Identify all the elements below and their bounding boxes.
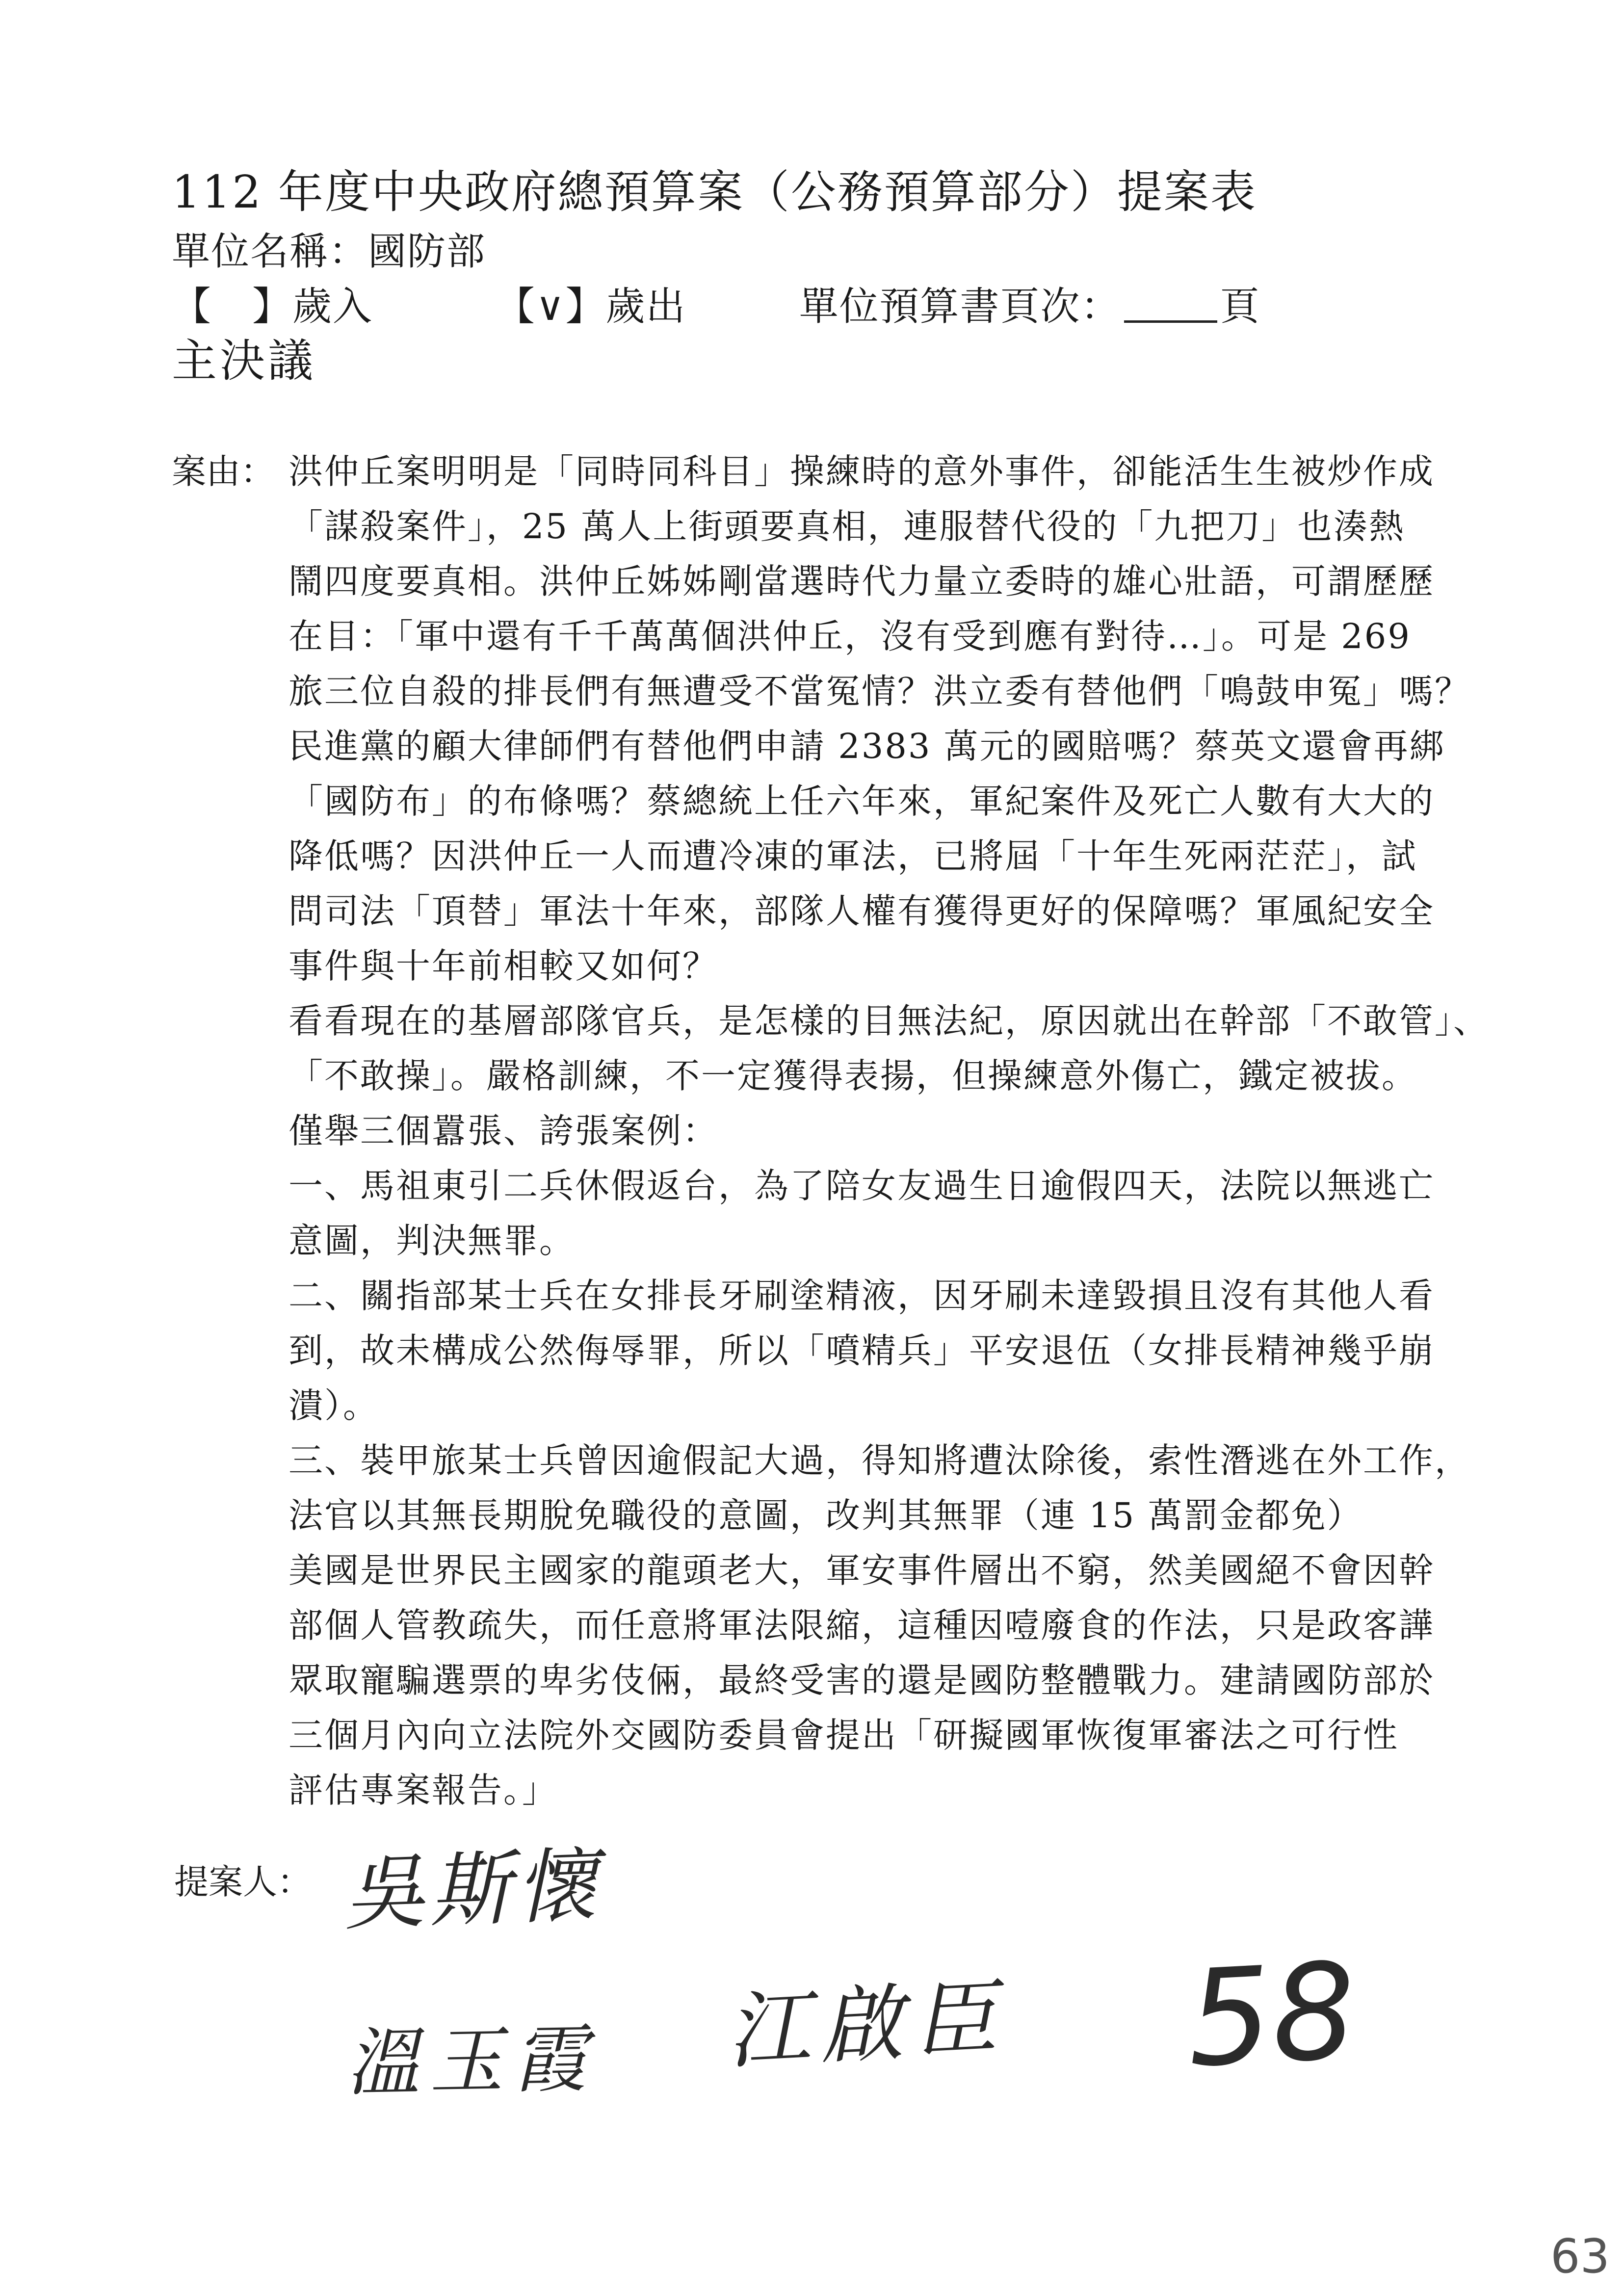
unit-name: 國防部 [368,230,486,274]
expense-checkbox: 【∨】歲出 [496,284,686,329]
case-label: 案由： [172,451,275,492]
case-line: 「謀殺案件」，25 萬人上街頭要真相，連服替代役的「九把刀」也湊熱 [288,506,1405,547]
form-title: 112 年度中央政府總預算案（公務預算部分）提案表 [172,166,1257,218]
case-line: 潰）。 [288,1385,379,1426]
case-line: 旅三位自殺的排長們有無遭受不當冤情？洪立委有替他們「鳴鼓申冤」嗎？ [288,671,1470,711]
case-line: 僅舉三個囂張、誇張案例： [288,1111,718,1151]
unit-label: 單位名稱： [172,230,368,274]
case-line: 洪仲丘案明明是「同時同科目」操練時的意外事件，卻能活生生被炒作成 [288,451,1435,492]
case-line: 到，故未構成公然侮辱罪，所以「噴精兵」平安退伍（女排長精神幾乎崩 [288,1331,1435,1371]
case-line: 三個月內向立法院外交國防委員會提出「研擬國軍恢復軍審法之可行性 [288,1715,1399,1755]
case-line: 「國防布」的布條嗎？蔡總統上任六年來，軍紀案件及死亡人數有大大的 [288,781,1435,821]
budget-type-line [172,275,1260,331]
case-line: 在目：「軍中還有千千萬萬個洪仲丘，沒有受到應有對待…」。可是 269 [288,616,1411,656]
case-line: 民進黨的顧大律師們有替他們申請 2383 萬元的國賠嗎？蔡英文還會再綁 [288,726,1445,766]
resolution-type: 主決議 [172,335,316,387]
case-line: 三、裝甲旅某士兵曾因逾假記大過，得知將遭汰除後，索性潛逃在外工作， [288,1440,1470,1481]
case-line: 意圖，判決無罪。 [288,1221,575,1261]
proposer-count: 58 [1183,1933,1360,2097]
case-line: 部個人管教疏失，而任意將軍法限縮，這種因噎廢食的作法，只是政客譁 [288,1605,1435,1645]
case-line: 問司法「頂替」軍法十年來，部隊人權有獲得更好的保障嗎？軍風紀安全 [288,891,1435,931]
page-blank-line [1124,286,1217,323]
page-label: 單位預算書頁次： [799,284,1121,329]
revenue-checkbox: 【 】歲入 [172,284,373,329]
signature: 吳斯懷 [342,1838,603,1942]
proposer-label: 提案人： [174,1862,312,1902]
case-line: 看看現在的基層部隊官兵，是怎樣的目無法紀，原因就出在幹部「不敢管」、 [288,1001,1489,1041]
page-number: 63 [1550,2230,1610,2284]
case-line: 降低嗎？因洪仲丘一人而遭冷凍的軍法，已將屆「十年生死兩茫茫」，試 [288,836,1417,876]
case-line: 事件與十年前相較又如何？ [288,946,718,986]
case-line: 法官以其無長期脫免職役的意圖，改判其無罪（連 15 萬罰金都免） [288,1495,1363,1536]
case-line: 美國是世界民主國家的龍頭老大，軍安事件層出不窮，然美國絕不會因幹 [288,1550,1435,1591]
signature: 江啟臣 [724,1969,1009,2081]
case-line: 評估專案報告。」 [288,1770,558,1810]
page-suffix: 頁 [1220,284,1260,329]
case-line: 「不敢操」。嚴格訓練，不一定獲得表揚，但操練意外傷亡，鐵定被拔。 [288,1056,1417,1096]
case-line: 一、馬祖東引二兵休假返台，為了陪女友過生日逾假四天，法院以無逃亡 [288,1166,1435,1206]
case-line: 二、關指部某士兵在女排長牙刷塗精液，因牙刷未達毀損且沒有其他人看 [288,1276,1435,1316]
case-line: 眾取寵騙選票的卑劣伎倆，最終受害的還是國防整體戰力。建請國防部於 [288,1660,1435,1700]
unit-line [172,221,486,276]
signature: 溫玉霞 [345,2016,597,2107]
case-line: 鬧四度要真相。洪仲丘姊姊剛當選時代力量立委時的雄心壯語，可謂歷歷 [288,561,1435,601]
